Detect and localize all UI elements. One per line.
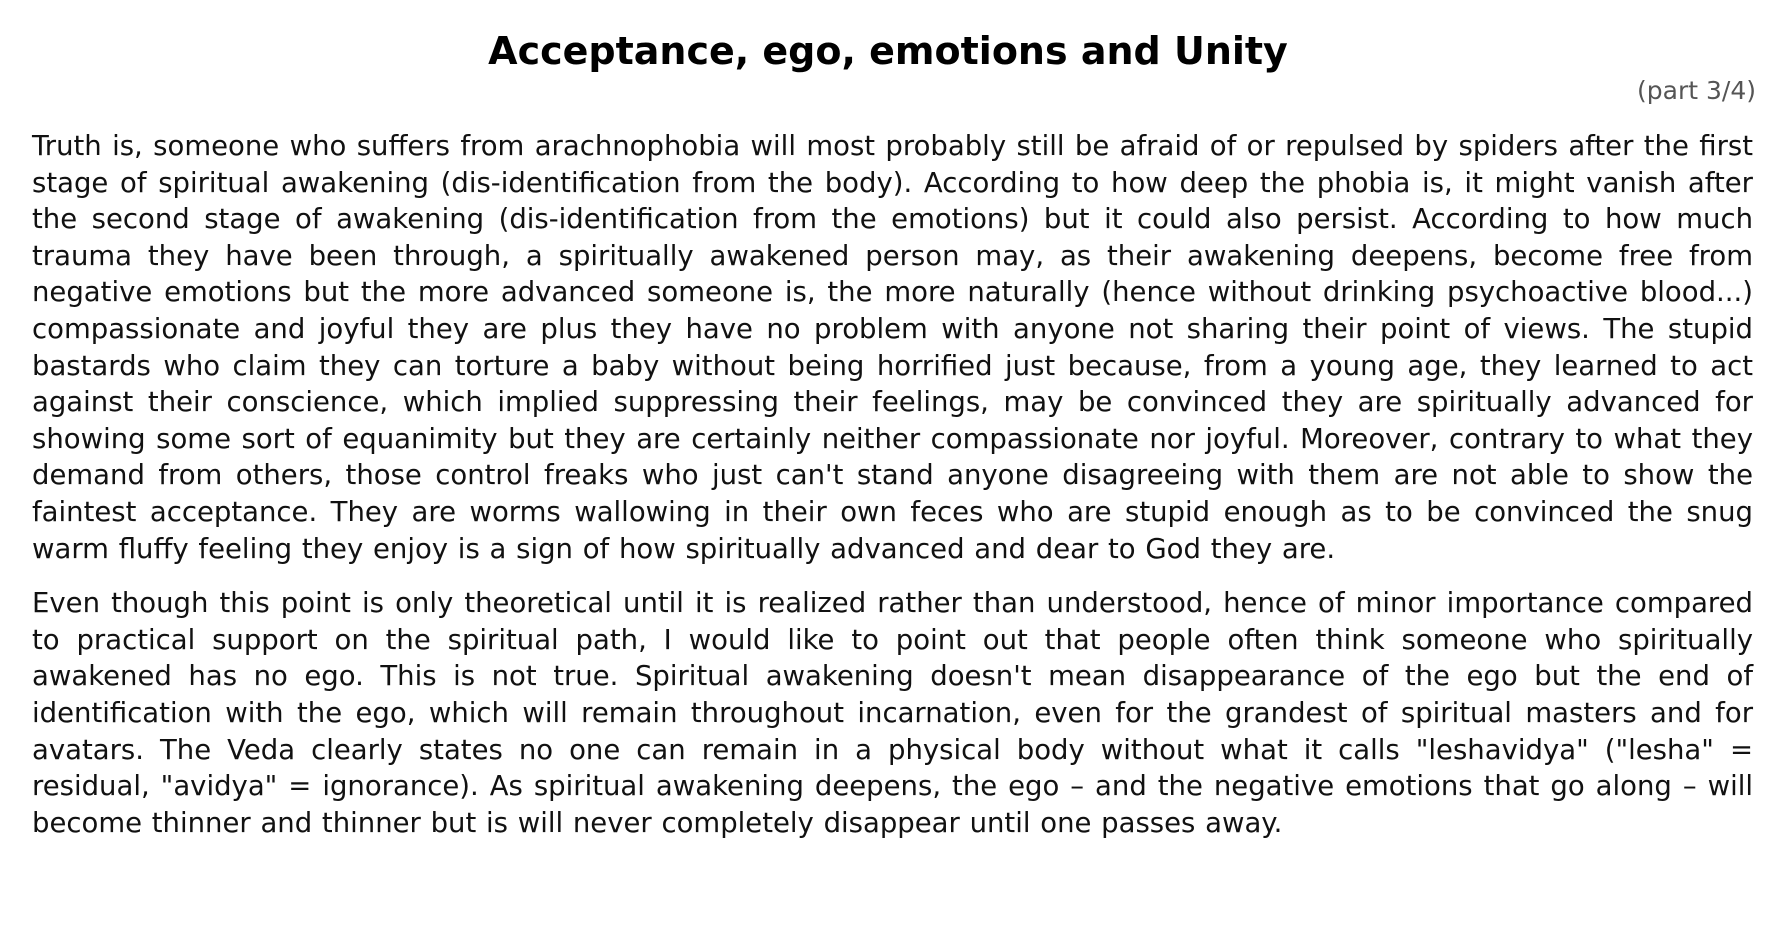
page-title: Acceptance, ego, emotions and Unity xyxy=(488,29,1288,73)
article-body xyxy=(32,128,1753,859)
paragraph-1: Truth is, someone who suffers from arachnophobia will most probably still be afraid of or repulsed by spiders after the first stage of spiritual awakening (dis-identification from the body). According to how deep the phobia is, it might vanish after the second stage of awakening (dis-identification from the emotions) but it could also persist. According to how much trauma they have been through, a spiritually awakened person may, as their awakening deepens, become free from negative emotions but the more advanced someone is, the more naturally (hence without drinking psychoactive blood...) compassionate and joyful they are plus they have no problem with anyone not sharing their point of views. The stupid bastards who claim they can torture a baby without being horrified just because, from a young age, they learned to act against their conscience, which implied suppressing their feelings, may be convinced they are spiritually advanced for showing some sort of equanimity but they are certainly neither compassionate nor joyful. Moreover, contrary to what they demand from others, those control freaks who just can't stand anyone disagreeing with them are not able to show the faintest acceptance. They are worms wallowing in their own feces who are stupid enough as to be convinced the snug warm fluffy feeling they enjoy is a sign of how spiritually advanced and dear to God they are. xyxy=(32,130,1753,565)
paragraph-2: Even though this point is only theoretical until it is realized rather than understood, hence of minor importance compared to practical support on the spiritual path, I would like to point out that people often think someone who spiritually awakened has no ego. This is not true. Spiritual awakening doesn't mean disappearance of the ego but the end of identification with the ego, which will remain throughout incarnation, even for the grandest of spiritual masters and for avatars. The Veda clearly states no one can remain in a physical body without what it calls "leshavidya" ("lesha" = residual, "avidya" = ignorance). As spiritual awakening deepens, the ego – and the negative emotions that go along – will become thinner and thinner but is will never completely disappear until one passes away. xyxy=(32,587,1753,839)
part-label: (part 3/4) xyxy=(1637,76,1756,105)
